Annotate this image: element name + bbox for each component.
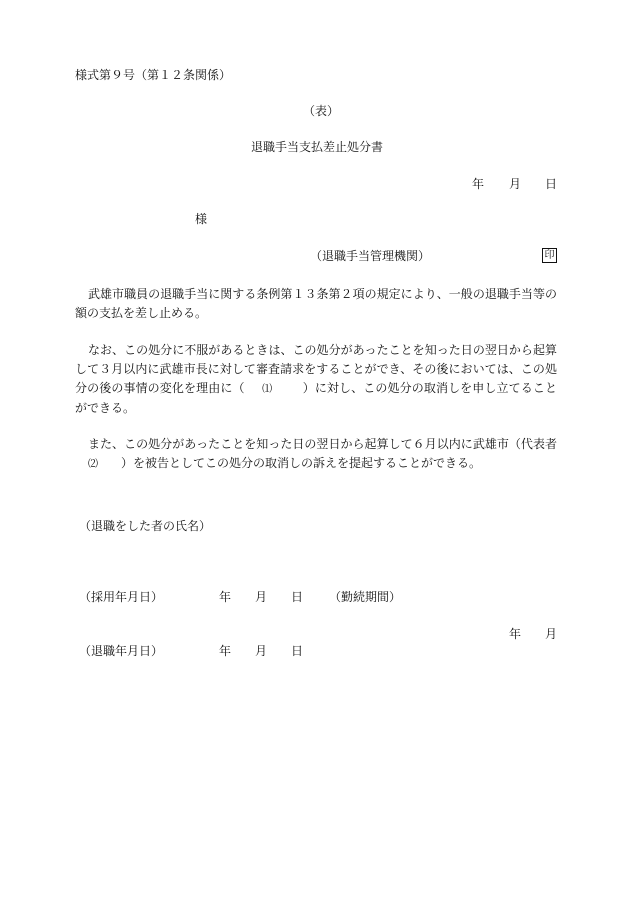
paragraph-lawsuit bbox=[75, 435, 557, 474]
hire-date-day: 日 bbox=[291, 590, 304, 604]
side-label: （表） bbox=[303, 104, 340, 118]
hire-date-month: 月 bbox=[255, 590, 268, 604]
issue-date-year: 年 bbox=[472, 177, 485, 191]
retiree-name-label: （退職をした者の氏名） bbox=[79, 519, 212, 533]
retire-date-label: （退職年月日） bbox=[79, 644, 164, 658]
retire-date-year: 年 bbox=[219, 644, 232, 658]
document-title: 退職手当支払差止処分書 bbox=[251, 140, 384, 154]
blank-mark-1: ⑴ bbox=[262, 384, 273, 395]
service-period-month: 月 bbox=[545, 627, 558, 641]
hire-date-year: 年 bbox=[219, 590, 232, 604]
blank-mark-2: ⑵ bbox=[88, 459, 98, 470]
issue-date-month: 月 bbox=[509, 177, 522, 191]
authority-label: （退職手当管理機関） bbox=[310, 249, 431, 263]
addressee-suffix: 様 bbox=[195, 212, 208, 226]
paragraph-lawsuit-text: また、この処分があったことを知った日の翌日から起算して６月以内に武雄市（代表者 bbox=[88, 437, 557, 451]
form-number: 様式第９号（第１２条関係） bbox=[75, 68, 232, 82]
paragraph-withholding: 武雄市職員の退職手当に関する条例第１３条第２項の規定により、一般の退職手当等の額の支払を差し止める。 bbox=[75, 287, 557, 320]
paragraph-appeal-text: なお、この処分に不服があるときは、この処分があったことを知った日の翌日から起算して３月以内に武雄市長に対して審査請求をすることができ、その後においては、この処分の後の事情の変化を理由に（ bbox=[75, 343, 557, 395]
paragraph-appeal-text-end: ）に対し、この処分の取消しを申し立てることができる。 bbox=[75, 381, 557, 415]
paragraph-lawsuit-text-end: ）を被告としてこの処分の取消しの訴えを提起することができる。 bbox=[121, 456, 482, 470]
retire-date-day: 日 bbox=[291, 644, 304, 658]
service-period-year: 年 bbox=[509, 627, 522, 641]
seal-mark: 印 bbox=[542, 248, 557, 263]
paragraph-appeal bbox=[75, 341, 557, 418]
service-period-label: （勤続期間） bbox=[329, 590, 402, 604]
issue-date-day: 日 bbox=[545, 177, 558, 191]
hire-date-label: （採用年月日） bbox=[79, 590, 164, 604]
retire-date-month: 月 bbox=[255, 644, 268, 658]
